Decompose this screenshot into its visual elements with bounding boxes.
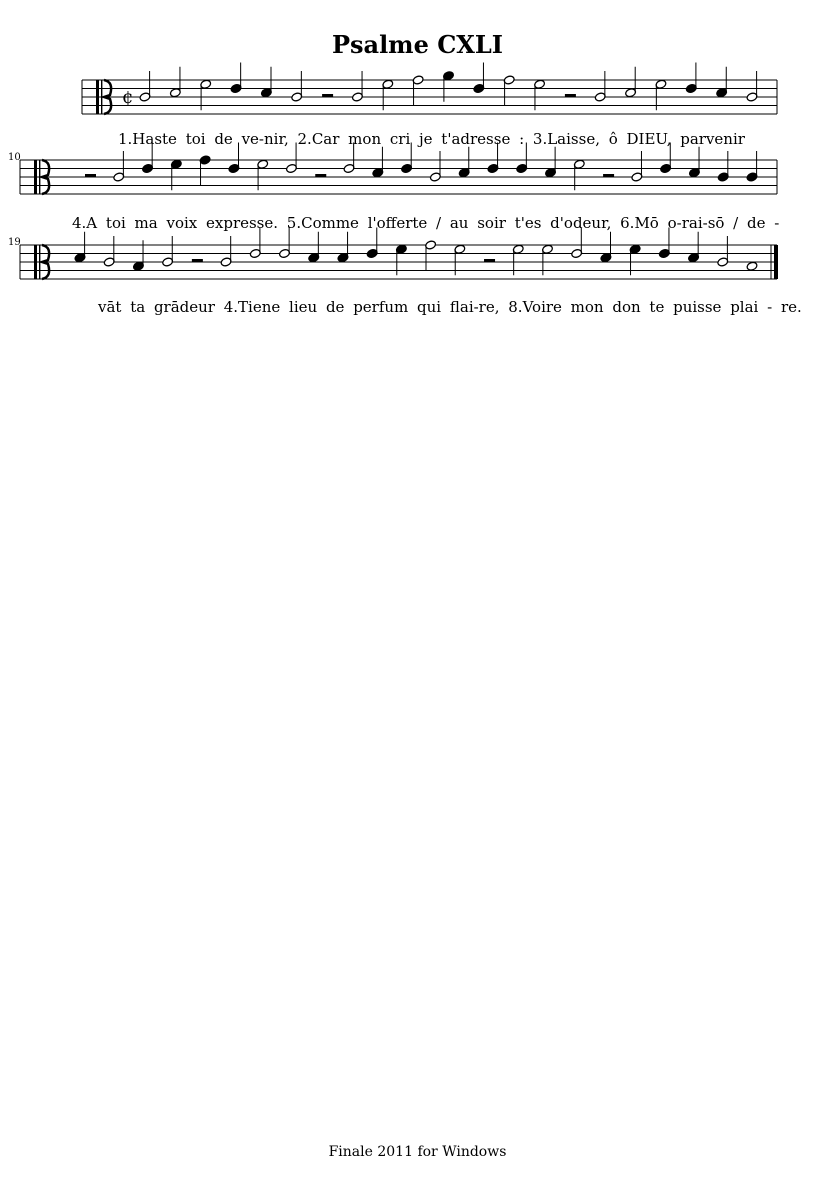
half-rest (192, 259, 203, 263)
quarter-note (658, 228, 670, 259)
quarter-note (717, 151, 729, 182)
half-rest (603, 174, 614, 178)
measure-number: 19 (8, 237, 21, 248)
half-note (139, 71, 151, 102)
quarter-note (260, 67, 272, 98)
staff-svg-3 (0, 235, 835, 285)
half-rest (322, 94, 333, 98)
half-rest (484, 259, 495, 263)
half-note (594, 71, 606, 102)
quarter-note (716, 67, 728, 98)
quarter-note (473, 63, 485, 94)
staff-svg-2 (0, 150, 835, 200)
half-note (249, 228, 261, 259)
half-rest (85, 174, 96, 178)
half-note (717, 236, 729, 267)
measure-number: 10 (8, 152, 21, 163)
quarter-note (230, 63, 242, 94)
half-note (162, 236, 174, 267)
half-note (429, 151, 441, 182)
half-note (113, 151, 125, 182)
half-note (291, 71, 303, 102)
half-note (571, 228, 583, 259)
cut-time-icon: ¢ (122, 87, 134, 108)
quarter-note (199, 155, 211, 186)
lyrics-line-1: 1.Haste toi de ve-nir, 2.Car mon cri je t'adresse : 3.Laisse, ô DIEU, parvenir (118, 130, 745, 148)
staff-system-3 (0, 235, 835, 315)
quarter-note (545, 147, 557, 178)
staff-system-2 (0, 150, 835, 230)
half-note (625, 67, 637, 98)
quarter-note (685, 63, 697, 94)
staff-svg-1 (0, 70, 835, 120)
half-note (352, 71, 364, 102)
lyrics-line-2: 4.A toi ma voix expresse. 5.Comme l'offerte / au soir t'es d'odeur, 6.Mō o-rai-sō / de - (72, 214, 780, 232)
quarter-note (308, 232, 320, 263)
half-note (169, 67, 181, 98)
quarter-note (600, 232, 612, 263)
half-note (746, 71, 758, 102)
half-note (425, 240, 437, 271)
final-barline-thick (774, 245, 778, 279)
half-rest (565, 94, 576, 98)
quarter-note (372, 147, 384, 178)
quarter-note (74, 232, 86, 263)
lyrics-line-3: vāt ta grādeur 4.Tiene lieu de perfum qui flai-re, 8.Voire mon don te puisse plai - re. (98, 298, 802, 316)
half-note (103, 236, 115, 267)
quarter-note (458, 147, 470, 178)
quarter-note (366, 228, 378, 259)
quarter-note (689, 147, 701, 178)
half-note (412, 75, 424, 106)
staff-system-1 (0, 70, 835, 150)
half-note (220, 236, 232, 267)
half-note (279, 228, 291, 259)
half-note (631, 151, 643, 182)
half-rest (315, 174, 326, 178)
footer-text: Finale 2011 for Windows (328, 1144, 507, 1160)
quarter-note (337, 232, 349, 263)
score-title: Psalme CXLI (331, 30, 504, 59)
quarter-note (688, 232, 700, 263)
half-note (503, 75, 515, 106)
quarter-note (746, 151, 758, 182)
whole-note (746, 261, 758, 271)
